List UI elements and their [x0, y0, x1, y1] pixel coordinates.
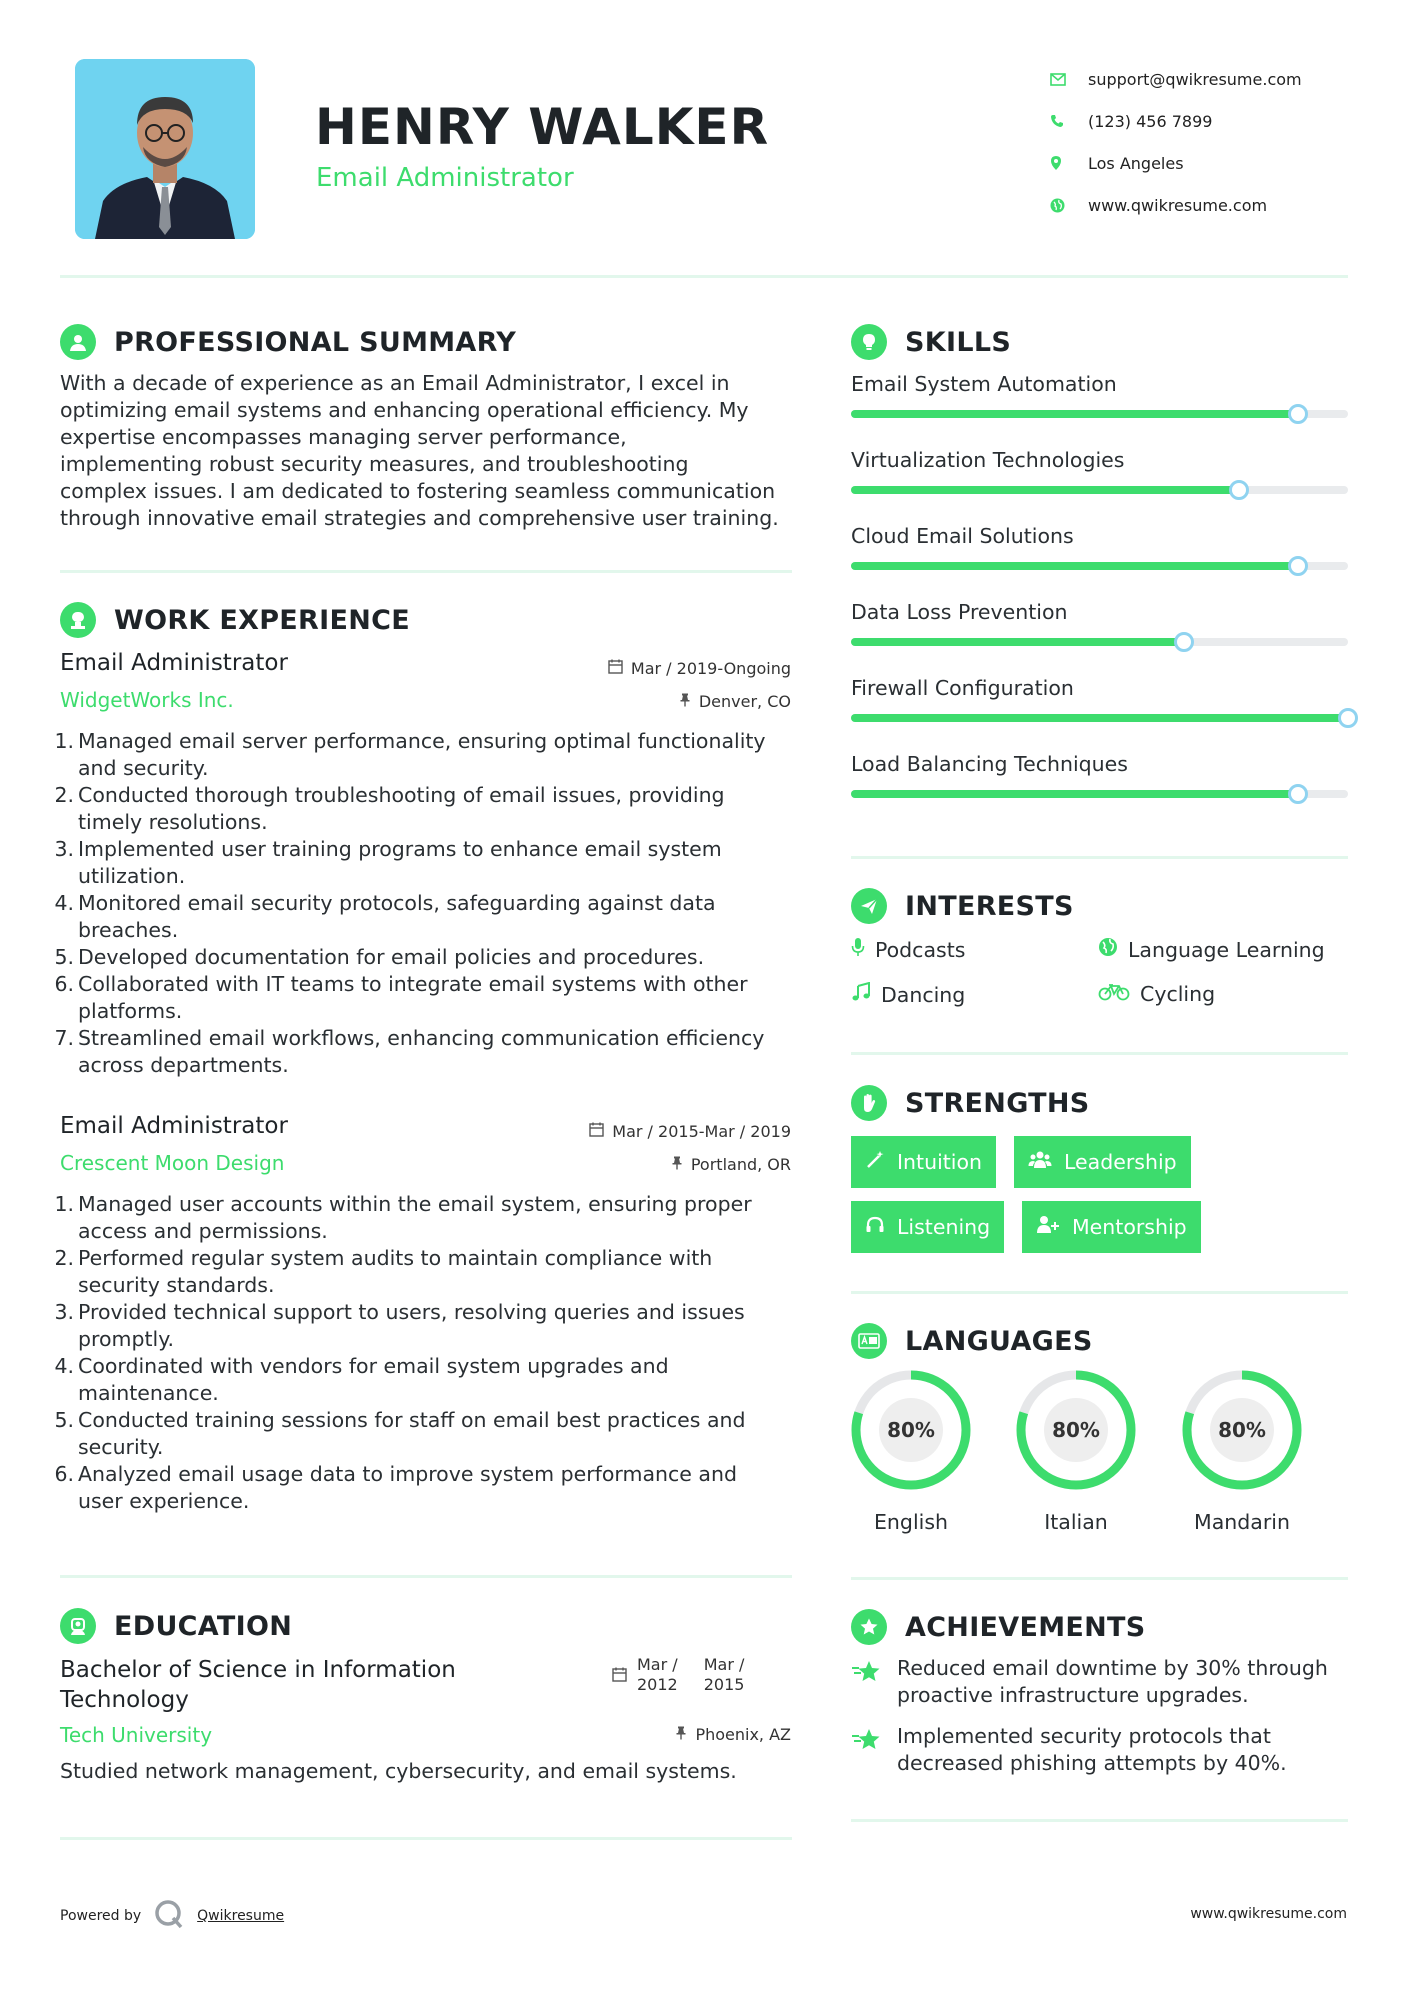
- strengths-divider: [851, 1291, 1348, 1294]
- skill-bar: [851, 486, 1348, 494]
- header-divider: [60, 275, 1348, 278]
- list-item: 2. Conducted thorough troubleshooting of email issues, providing timely resolutions.: [54, 783, 725, 834]
- strength-chip: Intuition: [851, 1136, 996, 1188]
- phone-icon: [1050, 114, 1088, 128]
- education-divider: [60, 1837, 792, 1840]
- star-icon: [851, 1723, 883, 1777]
- summary-heading: PROFESSIONAL SUMMARY: [60, 324, 516, 360]
- education-dates: Mar / 2012 Mar / 2015: [612, 1655, 744, 1695]
- language-progress-ring: 80%: [849, 1368, 973, 1492]
- education-location: Phoenix, AZ: [675, 1725, 791, 1744]
- work-divider: [60, 1575, 792, 1578]
- list-item: 6. Collaborated with IT teams to integrate email systems with other platforms.: [54, 972, 748, 1023]
- qwikresume-logo-icon: [153, 1898, 185, 1934]
- job-1-date: Mar / 2019-Ongoing: [608, 659, 791, 678]
- skill-bar: [851, 410, 1348, 418]
- list-item: 3. Provided technical support to users, resolving queries and issues promptly.: [54, 1300, 745, 1351]
- pin-icon: [671, 1155, 683, 1174]
- briefcase-icon: [60, 602, 96, 638]
- skills-heading: SKILLS: [851, 324, 1011, 360]
- language-mandarin: 80% Mandarin: [1180, 1368, 1304, 1534]
- education-heading: EDUCATION: [60, 1608, 292, 1644]
- list-item: 1. Managed email server performance, ensuring optimal functionality and security.: [54, 729, 766, 780]
- contact-email[interactable]: [1050, 58, 1370, 100]
- skill-bar: [851, 714, 1348, 722]
- map-pin-icon: [1050, 155, 1088, 171]
- list-item: 5. Developed documentation for email policies and procedures.: [54, 945, 705, 969]
- qwikresume-link[interactable]: Qwikresume: [197, 1908, 285, 1924]
- user-plus-icon: [1036, 1215, 1060, 1240]
- skill-row: Firewall Configuration: [851, 676, 1351, 700]
- globe-icon: [1098, 937, 1118, 962]
- footer-powered-by: Powered by Qwikresume: [60, 1898, 284, 1934]
- interest-cycling: Cycling: [1098, 982, 1215, 1006]
- language-italian: 80% Italian: [1014, 1368, 1138, 1534]
- job-1-duties: [54, 728, 800, 1079]
- list-item: 6. Analyzed email usage data to improve system performance and user experience.: [54, 1462, 737, 1513]
- skill-bar: [851, 638, 1348, 646]
- paper-plane-icon: [851, 888, 887, 924]
- skill-slider-handle: [1288, 556, 1308, 576]
- skill-row: Email System Automation: [851, 372, 1351, 396]
- calendar-icon: [608, 659, 623, 678]
- skill-slider-handle: [1174, 632, 1194, 652]
- user-icon: [60, 324, 96, 360]
- candidate-name: HENRY WALKER: [315, 98, 770, 156]
- job-1-location: Denver, CO: [679, 692, 791, 711]
- achievement-item: Implemented security protocols that decreased phishing attempts by 40%.: [851, 1723, 1361, 1777]
- language-progress-ring: 80%: [1180, 1368, 1304, 1492]
- list-item: 7. Streamlined email workflows, enhancing communication efficiency across departments.: [54, 1026, 765, 1077]
- headphones-icon: [865, 1215, 885, 1240]
- candidate-title: Email Administrator: [316, 163, 574, 193]
- strength-chip: Leadership: [1014, 1136, 1191, 1188]
- contact-website[interactable]: [1050, 184, 1370, 226]
- skill-bar: [851, 562, 1348, 570]
- job-2-title: Email Administrator: [60, 1113, 288, 1139]
- contact-location: [1050, 142, 1370, 184]
- interests-divider: [851, 1052, 1348, 1055]
- star-badge-icon: [851, 1609, 887, 1645]
- language-card-icon: [851, 1323, 887, 1359]
- contact-phone-text: (123) 456 7899: [1088, 111, 1213, 131]
- education-description: Studied network management, cybersecurity, and email systems.: [60, 1759, 737, 1783]
- skill-bar: [851, 790, 1348, 798]
- lightbulb-icon: [851, 324, 887, 360]
- list-item: 4. Coordinated with vendors for email system upgrades and maintenance.: [54, 1354, 669, 1405]
- contact-website-text: www.qwikresume.com: [1088, 195, 1268, 215]
- skill-slider-handle: [1288, 404, 1308, 424]
- skills-divider: [851, 856, 1348, 859]
- skill-slider-handle: [1229, 480, 1249, 500]
- job-1-title: Email Administrator: [60, 650, 288, 676]
- contact-phone[interactable]: [1050, 100, 1370, 142]
- profile-photo: [75, 59, 255, 239]
- contact-block: [1050, 58, 1370, 226]
- education-degree: Bachelor of Science in Information Technology: [60, 1657, 456, 1713]
- music-note-icon: [851, 982, 871, 1007]
- achievements-heading: ACHIEVEMENTS: [851, 1609, 1146, 1645]
- footer-website[interactable]: www.qwikresume.com: [1190, 1906, 1347, 1922]
- graduate-icon: [60, 1608, 96, 1644]
- languages-heading: LANGUAGES: [851, 1323, 1093, 1359]
- skill-row: Data Loss Prevention: [851, 600, 1351, 624]
- interest-dancing: Dancing: [851, 982, 965, 1007]
- calendar-icon: [612, 1655, 627, 1695]
- job-2-duties: [54, 1191, 800, 1515]
- skill-slider-handle: [1338, 708, 1358, 728]
- pin-icon: [679, 692, 691, 711]
- users-icon: [1028, 1150, 1052, 1175]
- job-2-date: Mar / 2015-Mar / 2019: [589, 1122, 791, 1141]
- education-school: Tech University: [60, 1723, 213, 1747]
- skill-row: Cloud Email Solutions: [851, 524, 1351, 548]
- list-item: 5. Conducted training sessions for staff on email best practices and security.: [54, 1408, 746, 1459]
- contact-location-text: Los Angeles: [1088, 153, 1184, 173]
- pin-icon: [675, 1725, 687, 1744]
- strength-chip: Mentorship: [1022, 1201, 1201, 1253]
- languages-divider: [851, 1577, 1348, 1580]
- interests-heading: INTERESTS: [851, 888, 1074, 924]
- list-item: 1. Managed user accounts within the email system, ensuring proper access and permissions.: [54, 1192, 752, 1243]
- microphone-icon: [851, 937, 865, 962]
- job-2-company: Crescent Moon Design: [60, 1151, 285, 1175]
- globe-icon: [1050, 198, 1088, 213]
- job-2-location: Portland, OR: [671, 1155, 791, 1174]
- magic-wand-icon: [865, 1150, 885, 1175]
- job-1-company: WidgetWorks Inc.: [60, 688, 234, 712]
- hand-icon: [851, 1085, 887, 1121]
- star-icon: [851, 1655, 883, 1709]
- achievements-divider: [851, 1819, 1348, 1822]
- list-item: 2. Performed regular system audits to maintain compliance with security standards.: [54, 1246, 713, 1297]
- skill-slider-handle: [1288, 784, 1308, 804]
- work-heading: WORK EXPERIENCE: [60, 602, 410, 638]
- contact-email-text: support@qwikresume.com: [1088, 69, 1302, 89]
- interest-language-learning: Language Learning: [1098, 937, 1325, 962]
- list-item: 3. Implemented user training programs to enhance email system utilization.: [54, 837, 722, 888]
- list-item: 4. Monitored email security protocols, safeguarding against data breaches.: [54, 891, 716, 942]
- language-english: 80% English: [849, 1368, 973, 1534]
- interest-podcasts: Podcasts: [851, 937, 965, 962]
- strengths-heading: STRENGTHS: [851, 1085, 1090, 1121]
- calendar-icon: [589, 1122, 604, 1141]
- envelope-icon: [1050, 73, 1088, 86]
- skill-row: Load Balancing Techniques: [851, 752, 1351, 776]
- summary-divider: [60, 570, 792, 573]
- summary-text: With a decade of experience as an Email Administrator, I excel in optimizing email systems and enhancing operational efficiency. My expertise encompasses managing server performance, implementing robust security measures, and troubleshooting complex issues. I am dedicated to fostering seamless communication through innovative email strategies and comprehensive user training.: [60, 371, 779, 530]
- skill-row: Virtualization Technologies: [851, 448, 1351, 472]
- achievement-item: Reduced email downtime by 30% through proactive infrastructure upgrades.: [851, 1655, 1361, 1709]
- bicycle-icon: [1098, 982, 1130, 1006]
- language-progress-ring: 80%: [1014, 1368, 1138, 1492]
- strength-chip: Listening: [851, 1201, 1004, 1253]
